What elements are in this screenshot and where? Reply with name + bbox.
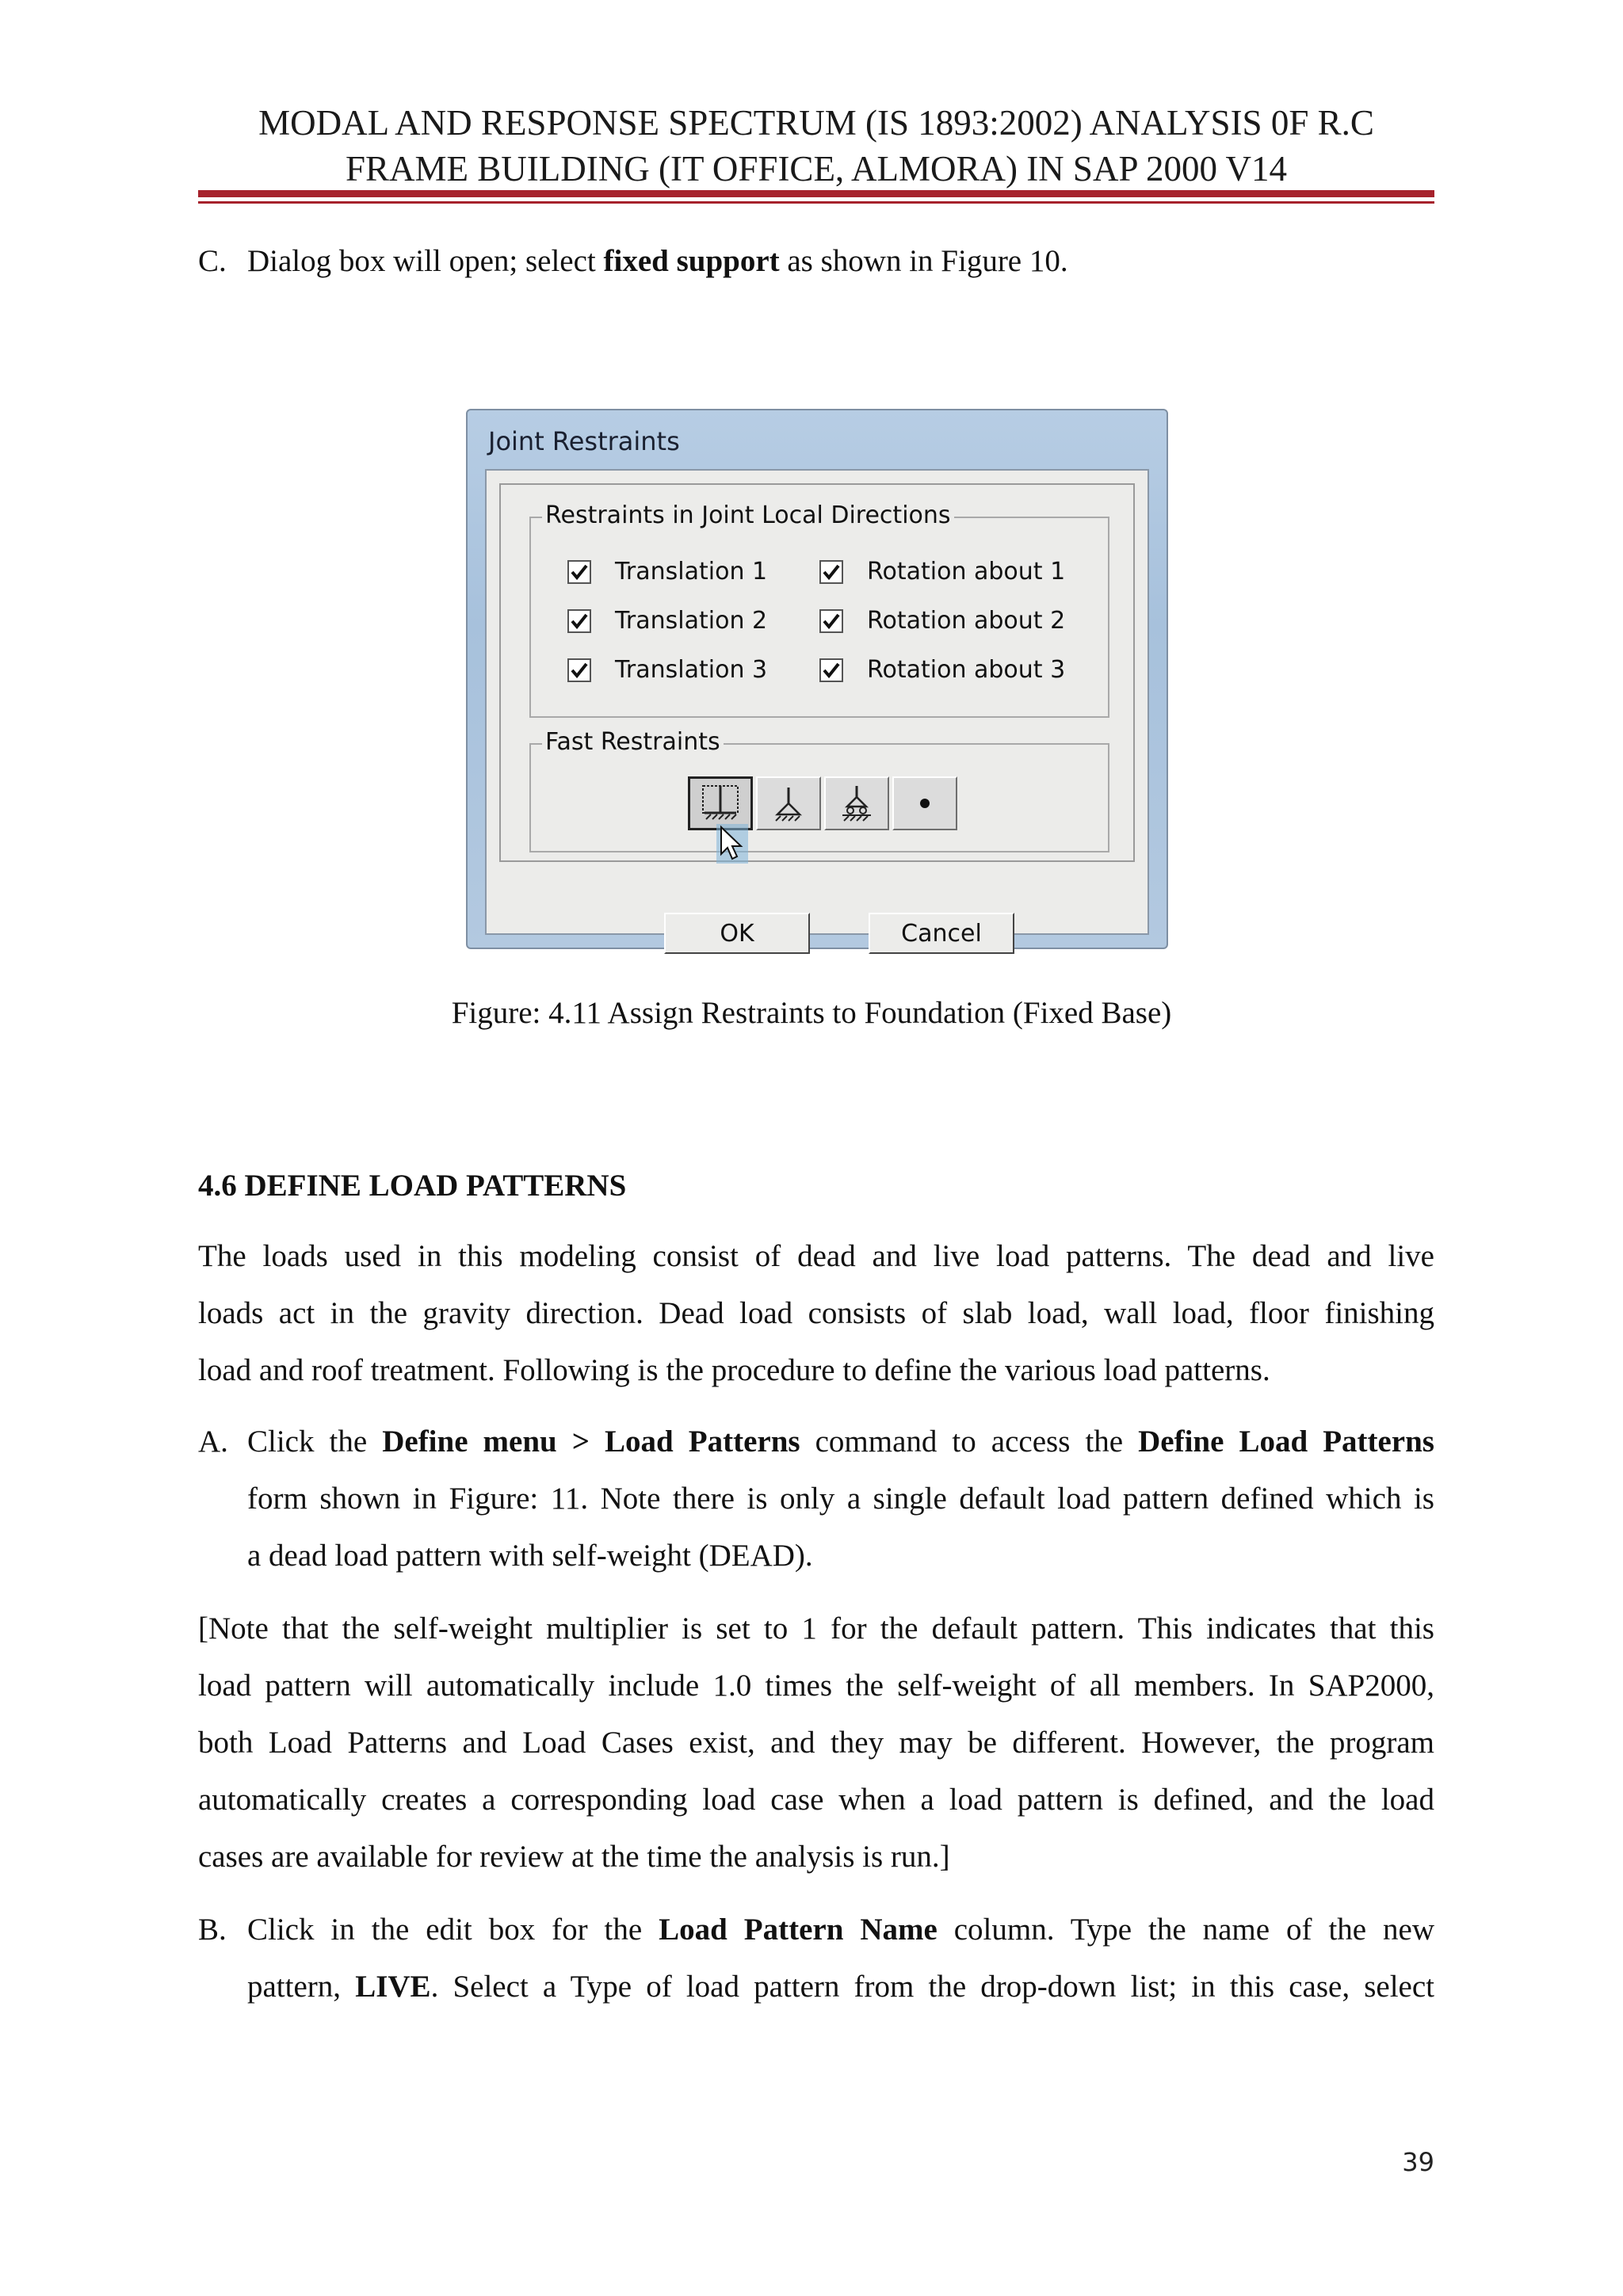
step-b-text [247,1901,1434,2016]
note-line-4: automatically creates a corresponding load case when a load pattern is defined, and the load [198,1783,1434,1817]
restraints-group-label: Restraints in Joint Local Directions [542,502,954,530]
roller-support-button[interactable] [824,776,889,830]
header-line-1: MODAL AND RESPONSE SPECTRUM (IS 1893:2002) ANALYSIS 0F R.C [258,103,1374,143]
step-a-line-2: form shown in Figure: 11. Note there is only a single default load pattern defined which is [247,1482,1434,1516]
intro-line-3: load and roof treatment. Following is the procedure to define the various load patterns. [198,1353,1270,1387]
free-joint-button[interactable] [892,776,957,830]
translation-3-checkbox[interactable] [567,658,591,682]
fast-restraints-label: Fast Restraints [542,728,724,757]
translation-1-label: Translation 1 [615,558,768,585]
step-a-b1: Define menu > Load Patterns [382,1425,800,1459]
rotation-2-checkbox[interactable] [819,609,843,633]
step-a-b2: Define Load Patterns [1138,1425,1434,1459]
free-joint-icon [903,783,947,824]
dialog-title: Joint Restraints [488,426,680,456]
step-c-text [247,233,1434,290]
intro-line-2: loads act in the gravity direction. Dead load consists of slab load, wall load, floor finishing [198,1296,1434,1330]
fast-restraints-group [529,728,1109,852]
pinned-support-button[interactable] [756,776,821,830]
note-line-2: load pattern will automatically include 1.0 times the self-weight of all members. In SAP2000, [198,1669,1434,1703]
rotation-1-label: Rotation about 1 [867,558,1066,585]
translation-2-label: Translation 2 [615,607,768,635]
step-b-t3: pattern, [247,1970,356,2004]
header-rule-thick [198,190,1434,197]
step-b-t1: Click in the edit box for the [247,1913,659,1947]
step-b-b2: LIVE [355,1970,431,2004]
step-b-line-1 [247,1901,1434,1958]
note-line-3: both Load Patterns and Load Cases exist, and they may be different. However, the program [198,1726,1434,1760]
intro-paragraph [198,1228,1434,1399]
page-number: 39 [1402,2147,1434,2177]
translation-3-row[interactable] [567,656,767,684]
rotation-2-label: Rotation about 2 [867,607,1066,635]
translation-2-row[interactable] [567,607,767,635]
step-c-bold: fixed support [603,244,780,278]
section-heading: 4.6 DEFINE LOAD PATTERNS [198,1169,627,1203]
step-a-marker: A. [198,1425,228,1459]
note-line-1: [Note that the self-weight multiplier is set to 1 for the default pattern. This indicates that this [198,1611,1434,1646]
translation-1-row[interactable] [567,558,767,585]
step-b-t2: column. Type the name of the new [937,1913,1434,1947]
step-a-t1: Click the [247,1425,383,1459]
joint-restraints-dialog [466,409,1168,949]
running-header [198,100,1434,192]
header-rule-thin [198,201,1434,204]
rotation-3-label: Rotation about 3 [867,656,1066,684]
rotation-2-row[interactable] [819,607,1065,635]
step-a-line-1 [247,1413,1434,1470]
roller-support-icon [834,783,879,824]
pinned-support-icon [766,783,811,824]
rotation-3-checkbox[interactable] [819,658,843,682]
step-c-text-2: as shown in Figure 10. [779,244,1068,278]
step-a-line-3: a dead load pattern with self-weight (DEAD). [247,1539,813,1573]
restraints-group [529,502,1109,718]
step-c-text-1: Dialog box will open; select [247,244,604,278]
step-c-marker: C. [198,244,227,278]
cancel-button[interactable]: Cancel [869,913,1014,954]
note-paragraph [198,1600,1434,1886]
intro-line-1: The loads used in this modeling consist of dead and live load patterns. The dead and live [198,1239,1434,1273]
step-b-b1: Load Pattern Name [659,1913,938,1947]
translation-3-label: Translation 3 [615,656,768,684]
step-b-line-2 [247,1958,1434,2016]
figure-caption: Figure: 4.11 Assign Restraints to Foundation (Fixed Base) [451,996,1172,1030]
translation-1-checkbox[interactable] [567,560,591,584]
step-a-text [247,1413,1434,1585]
note-line-5: cases are available for review at the time the analysis is run.] [198,1840,950,1874]
dialog-frame [499,483,1135,862]
ok-button[interactable]: OK [664,913,810,954]
step-b-t4: . Select a Type of load pattern from the drop-down list; in this case, select [430,1970,1435,2004]
dialog-client-area [485,469,1149,948]
step-a-t2: command to access the [800,1425,1139,1459]
fixed-support-button[interactable] [688,776,753,830]
mouse-cursor-icon [716,824,748,864]
translation-2-checkbox[interactable] [567,609,591,633]
rotation-3-row[interactable] [819,656,1065,684]
header-line-2: FRAME BUILDING (IT OFFICE, ALMORA) IN SAP 2000 V14 [346,149,1287,189]
rotation-1-row[interactable] [819,558,1065,585]
fixed-support-icon [698,783,743,824]
rotation-1-checkbox[interactable] [819,560,843,584]
step-b-marker: B. [198,1913,227,1947]
